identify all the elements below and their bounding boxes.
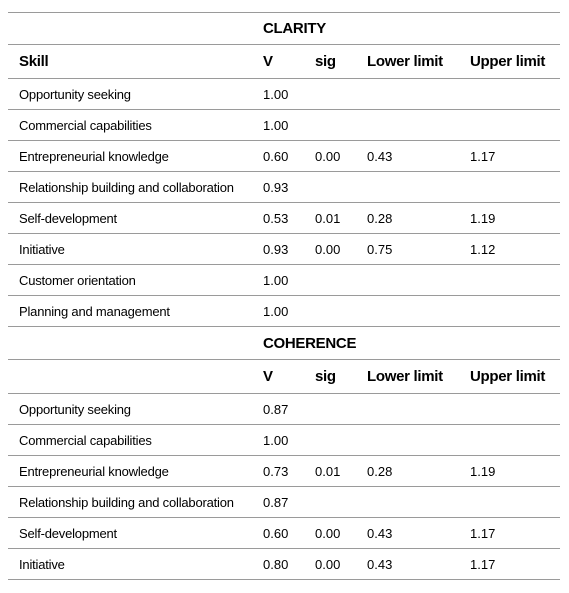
table-row <box>8 394 560 425</box>
cell-v: 1.00 <box>263 117 289 133</box>
cell-upper-limit: 1.17 <box>470 525 496 541</box>
table-row <box>8 141 560 172</box>
cell-lower-limit: 0.28 <box>367 463 393 479</box>
cell-sig: 0.00 <box>315 525 341 541</box>
cell-v: 0.60 <box>263 148 289 164</box>
cell-sig: 0.00 <box>315 148 341 164</box>
column-header-upper-limit: Upper limit <box>470 368 546 385</box>
cell-skill: Customer orientation <box>19 272 136 288</box>
cell-v: 1.00 <box>263 432 289 448</box>
header-row <box>8 45 560 79</box>
section-title: CLARITY <box>263 20 326 37</box>
table-row <box>8 296 560 327</box>
cell-v: 0.87 <box>263 494 289 510</box>
cell-sig: 0.00 <box>315 556 341 572</box>
cell-skill: Opportunity seeking <box>19 401 131 417</box>
cell-skill: Entrepreneurial knowledge <box>19 148 169 164</box>
header-row <box>8 360 560 394</box>
cell-v: 0.93 <box>263 179 289 195</box>
cell-skill: Initiative <box>19 556 65 572</box>
table-row <box>8 234 560 265</box>
table-row <box>8 456 560 487</box>
cell-upper-limit: 1.19 <box>470 463 496 479</box>
cell-v: 0.60 <box>263 525 289 541</box>
cell-skill: Initiative <box>19 241 65 257</box>
table-row <box>8 110 560 141</box>
table-row <box>8 265 560 296</box>
cell-skill: Self-development <box>19 210 117 226</box>
column-header-sig: sig <box>315 368 336 385</box>
cell-skill: Relationship building and collaboration <box>19 494 234 510</box>
table-row <box>8 425 560 456</box>
section-title: COHERENCE <box>263 334 357 352</box>
cell-v: 0.53 <box>263 210 289 226</box>
cell-v: 1.00 <box>263 272 289 288</box>
table-row <box>8 549 560 580</box>
cell-skill: Planning and management <box>19 303 170 319</box>
table-row <box>8 487 560 518</box>
cell-v: 0.87 <box>263 401 289 417</box>
cell-upper-limit: 1.17 <box>470 148 496 164</box>
column-header-v: V <box>263 368 273 385</box>
cell-skill: Entrepreneurial knowledge <box>19 463 169 479</box>
cell-skill: Self-development <box>19 525 117 541</box>
cell-skill: Relationship building and collaboration <box>19 179 234 195</box>
column-header-sig: sig <box>315 53 336 70</box>
column-header-upper-limit: Upper limit <box>470 53 546 70</box>
cell-lower-limit: 0.43 <box>367 525 393 541</box>
column-header-v: V <box>263 53 273 70</box>
column-header-lower-limit: Lower limit <box>367 53 443 70</box>
cell-skill: Opportunity seeking <box>19 86 131 102</box>
cell-upper-limit: 1.12 <box>470 241 496 257</box>
cell-v: 0.80 <box>263 556 289 572</box>
cell-lower-limit: 0.28 <box>367 210 393 226</box>
table-row <box>8 172 560 203</box>
cell-upper-limit: 1.19 <box>470 210 496 226</box>
cell-lower-limit: 0.75 <box>367 241 393 257</box>
cell-lower-limit: 0.43 <box>367 556 393 572</box>
table-row <box>8 203 560 234</box>
cell-sig: 0.00 <box>315 241 341 257</box>
table-row <box>8 79 560 110</box>
cell-v: 0.73 <box>263 463 289 479</box>
cell-skill: Commercial capabilities <box>19 117 152 133</box>
section-title-row <box>8 12 560 45</box>
cell-v: 1.00 <box>263 303 289 319</box>
column-header-lower-limit: Lower limit <box>367 368 443 385</box>
cell-v: 0.93 <box>263 241 289 257</box>
table-row <box>8 518 560 549</box>
section-title-row <box>8 327 560 360</box>
column-header-skill: Skill <box>19 53 49 70</box>
cell-v: 1.00 <box>263 86 289 102</box>
cell-upper-limit: 1.17 <box>470 556 496 572</box>
cell-sig: 0.01 <box>315 210 341 226</box>
cell-skill: Commercial capabilities <box>19 432 152 448</box>
cell-sig: 0.01 <box>315 463 341 479</box>
cell-lower-limit: 0.43 <box>367 148 393 164</box>
validity-table <box>8 12 560 580</box>
